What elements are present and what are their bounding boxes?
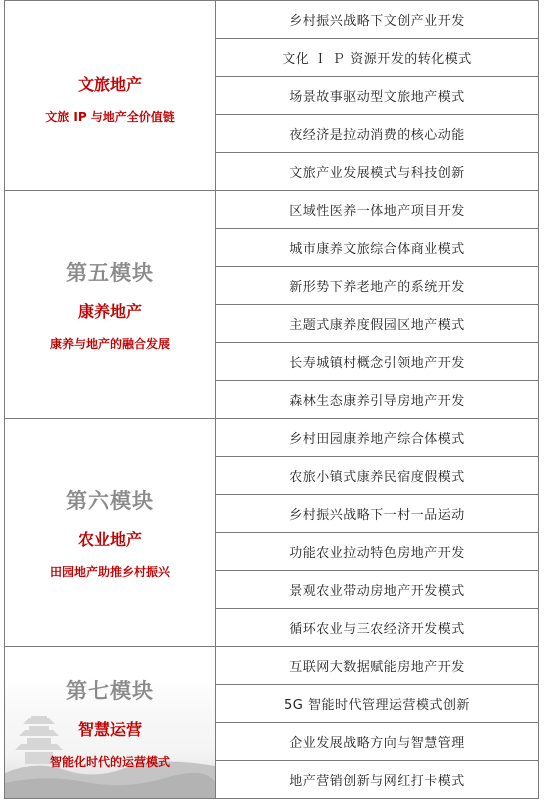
module-title: 康养地产: [77, 302, 142, 321]
topic-cell: 循环农业与三农经济开发模式: [216, 609, 539, 647]
topic-cell: 长寿城镇村概念引领地产开发: [216, 343, 539, 381]
module-title: 文旅地产: [77, 74, 142, 94]
topic-cell: 互联网大数据赋能房地产开发: [216, 647, 539, 685]
topic-cell: 5G 智能时代管理运营模式创新: [216, 685, 539, 723]
module-header-cell: [5, 647, 216, 799]
topic-cell: 夜经济是拉动消费的核心动能: [216, 115, 539, 153]
module-subtitle: 康养与地产的融合发展: [49, 337, 170, 351]
topic-cell: 城市康养文旅综合体商业模式: [216, 229, 539, 267]
topic-cell: 区域性医养一体地产项目开发: [216, 191, 539, 229]
module-number: 第五模块: [66, 261, 154, 285]
topic-cell: 农旅小镇式康养民宿度假模式: [216, 457, 539, 495]
topic-cell: 地产营销创新与网红打卡模式: [216, 761, 539, 799]
module-number: 第七模块: [66, 679, 154, 703]
module-subtitle: 田园地产助推乡村振兴: [49, 565, 170, 579]
topic-cell: 新形势下养老地产的系统开发: [216, 267, 539, 305]
module-subtitle: 智能化时代的运营模式: [49, 755, 170, 769]
table-row: [5, 419, 539, 457]
topic-cell: 企业发展战略方向与智慧管理: [216, 723, 539, 761]
module-header-cell: [5, 419, 216, 647]
topic-cell: 主题式康养度假园区地产模式: [216, 305, 539, 343]
module-header-cell: [5, 191, 216, 419]
table-row: [5, 191, 539, 229]
module-number: 第六模块: [66, 489, 154, 513]
table-row: [5, 1, 539, 39]
topic-cell: 文旅产业发展模式与科技创新: [216, 153, 539, 191]
module-title: 农业地产: [77, 530, 142, 549]
topic-cell: 文化 Ｉ Ｐ 资源开发的转化模式: [216, 39, 539, 77]
module-subtitle: 文旅 IP 与地产全价值链: [45, 109, 175, 124]
curriculum-table: [4, 0, 539, 799]
topic-cell: 乡村振兴战略下文创产业开发: [216, 1, 539, 39]
topic-cell: 乡村田园康养地产综合体模式: [216, 419, 539, 457]
module-header-cell: [5, 1, 216, 191]
module-title: 智慧运营: [77, 720, 142, 739]
topic-cell: 景观农业带动房地产开发模式: [216, 571, 539, 609]
table-row: [5, 647, 539, 685]
topic-cell: 森林生态康养引导房地产开发: [216, 381, 539, 419]
topic-cell: 功能农业拉动特色房地产开发: [216, 533, 539, 571]
topic-cell: 乡村振兴战略下一村一品运动: [216, 495, 539, 533]
topic-cell: 场景故事驱动型文旅地产模式: [216, 77, 539, 115]
